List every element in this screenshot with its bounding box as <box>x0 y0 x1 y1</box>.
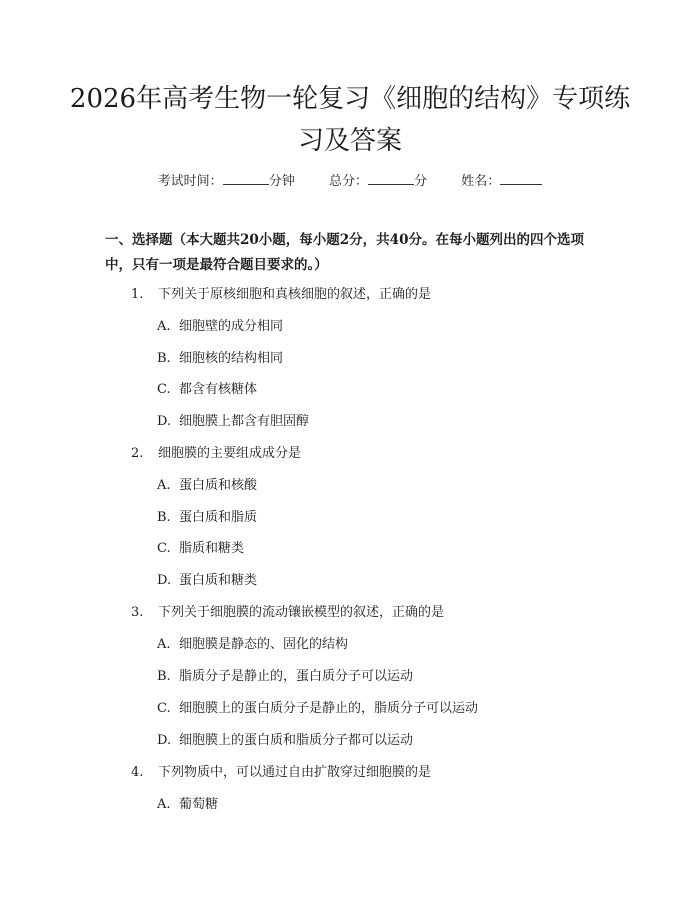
question-3-option-a[interactable] <box>157 633 348 652</box>
document-title: 2026年高考生物一轮复习《细胞的结构》专项练习及答案 <box>69 84 631 156</box>
option-text: 细胞膜上的蛋白质分子是静止的，脂质分子可以运动 <box>179 701 479 716</box>
exam-time-label: 考试时间： <box>157 174 223 189</box>
total-score-unit: 分 <box>414 174 428 189</box>
question-number: 1. <box>131 287 144 302</box>
option-letter: B. <box>157 351 171 366</box>
option-text: 都含有核糖体 <box>179 382 258 397</box>
question-2-option-b[interactable] <box>157 506 257 525</box>
option-text: 细胞膜上的蛋白质和脂质分子都可以运动 <box>179 733 414 748</box>
option-letter: B. <box>157 510 171 525</box>
exam-info-line <box>0 170 700 189</box>
question-2-option-a[interactable] <box>157 474 257 493</box>
question-1 <box>131 283 431 302</box>
option-letter: C. <box>157 701 171 716</box>
question-1-option-b[interactable] <box>157 347 283 366</box>
question-3-option-d[interactable] <box>157 729 413 748</box>
exam-time-blank[interactable] <box>223 172 269 185</box>
student-name-blank[interactable] <box>500 172 542 185</box>
option-text: 细胞膜上都含有胆固醇 <box>179 414 310 429</box>
question-text: 下列关于原核细胞和真核细胞的叙述，正确的是 <box>158 287 432 302</box>
total-score-blank[interactable] <box>368 172 414 185</box>
question-text: 细胞膜的主要组成成分是 <box>158 446 302 461</box>
option-text: 细胞膜是静态的、固化的结构 <box>179 637 349 652</box>
question-2-option-d[interactable] <box>157 569 257 588</box>
option-letter: D. <box>157 414 172 429</box>
option-text: 蛋白质和核酸 <box>179 478 258 493</box>
question-number: 4. <box>131 765 144 780</box>
question-4-option-a[interactable] <box>157 793 218 812</box>
question-1-option-d[interactable] <box>157 410 309 429</box>
question-text: 下列关于细胞膜的流动镶嵌模型的叙述，正确的是 <box>158 605 445 620</box>
question-3-option-b[interactable] <box>157 665 413 684</box>
option-text: 细胞壁的成分相同 <box>179 319 284 334</box>
question-4 <box>131 761 431 780</box>
student-name-label: 姓名： <box>461 174 501 189</box>
question-3-option-c[interactable] <box>157 697 478 716</box>
total-score-label: 总分： <box>328 174 368 189</box>
question-1-option-c[interactable] <box>157 378 257 397</box>
question-3 <box>131 601 444 620</box>
option-letter: D. <box>157 573 172 588</box>
question-1-option-a[interactable] <box>157 315 283 334</box>
question-text: 下列物质中，可以通过自由扩散穿过细胞膜的是 <box>158 765 432 780</box>
option-letter: A. <box>157 319 171 334</box>
option-text: 脂质和糖类 <box>179 541 245 556</box>
question-number: 2. <box>131 446 144 461</box>
option-letter: D. <box>157 733 172 748</box>
option-text: 葡萄糖 <box>179 797 219 812</box>
question-number: 3. <box>131 605 144 620</box>
exam-time-unit: 分钟 <box>268 174 295 189</box>
option-text: 细胞核的结构相同 <box>179 351 284 366</box>
section-heading: 一、选择题（本大题共20小题，每小题2分，共40分。在每小题列出的四个选项中，只有一项是最符合题目要求的。） <box>105 232 584 273</box>
option-text: 脂质分子是静止的，蛋白质分子可以运动 <box>179 669 414 684</box>
option-letter: A. <box>157 797 171 812</box>
question-2 <box>131 442 301 461</box>
option-letter: C. <box>157 541 171 556</box>
option-text: 蛋白质和糖类 <box>179 573 258 588</box>
option-letter: C. <box>157 382 171 397</box>
option-text: 蛋白质和脂质 <box>179 510 258 525</box>
option-letter: B. <box>157 669 171 684</box>
option-letter: A. <box>157 478 171 493</box>
option-letter: A. <box>157 637 171 652</box>
question-2-option-c[interactable] <box>157 537 244 556</box>
